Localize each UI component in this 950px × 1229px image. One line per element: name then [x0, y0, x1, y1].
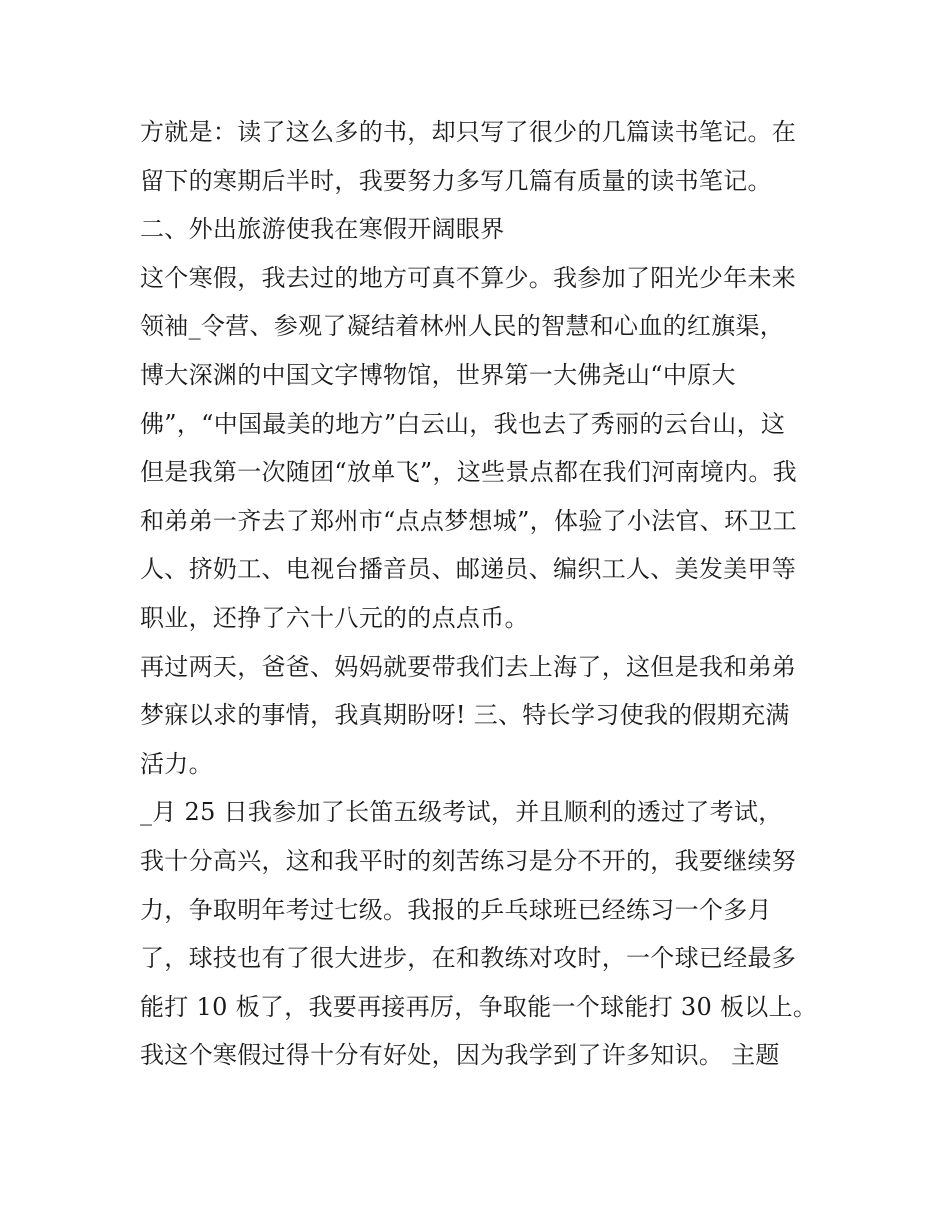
- text-line-5: 领袖_令营、参观了凝结着林州人民的智慧和心血的红旗渠，: [140, 312, 785, 341]
- text-line-14: 活力。: [140, 749, 213, 778]
- text-line-4: 这个寒假，我去过的地方可真不算少。我参加了阳光少年未来: [140, 263, 797, 292]
- text-line-11: 职业，还挣了六十八元的的点点币。: [140, 603, 529, 632]
- text-line-17: 力，争取明年考过七级。我报的乒乓球班已经练习一个多月: [140, 895, 772, 924]
- text-line-8: 但是我第一次随团“放单飞”，这些景点都在我们河南境内。我: [140, 458, 797, 487]
- text-line-16: 我十分高兴，这和我平时的刻苦练习是分不开的，我要继续努: [140, 846, 797, 875]
- text-line-10: 人、挤奶工、电视台播音员、邮递员、编织工人、美发美甲等: [140, 555, 797, 584]
- section-heading-2: 二、外出旅游使我在寒假开阔眼界: [140, 215, 505, 244]
- text-line-9: 和弟弟一齐去了郑州市“点点梦想城”，体验了小法官、环卫工: [140, 506, 797, 535]
- text-line-12: 再过两天，爸爸、妈妈就要带我们去上海了，这但是我和弟弟: [140, 652, 797, 681]
- text-line-1: 方就是：读了这么多的书，却只写了很少的几篇读书笔记。在: [140, 118, 797, 146]
- text-line-19: 能打 10 板了，我要再接再厉，争取能一个球能打 30 板以上。: [140, 992, 818, 1021]
- text-line-15: _月 25 日我参加了长笛五级考试，并且顺利的透过了考试，: [140, 798, 783, 827]
- text-line-18: 了，球技也有了很大进步，在和教练对攻时，一个球已经最多: [140, 944, 797, 973]
- text-line-6: 博大深渊的中国文字博物馆，世界第一大佛尧山“中原大: [140, 360, 736, 389]
- text-line-2: 留下的寒期后半时，我要努力多写几篇有质量的读书笔记。: [140, 166, 772, 195]
- text-line-7: 佛”，“中国最美的地方”白云山，我也去了秀丽的云台山，这: [140, 409, 786, 438]
- document-body: [140, 108, 820, 1080]
- text-line-20: 我这个寒假过得十分有好处，因为我学到了许多知识。 主题: [140, 1041, 780, 1070]
- text-line-13: 梦寐以求的事情，我真期盼呀! 三、特长学习使我的假期充满: [140, 701, 790, 730]
